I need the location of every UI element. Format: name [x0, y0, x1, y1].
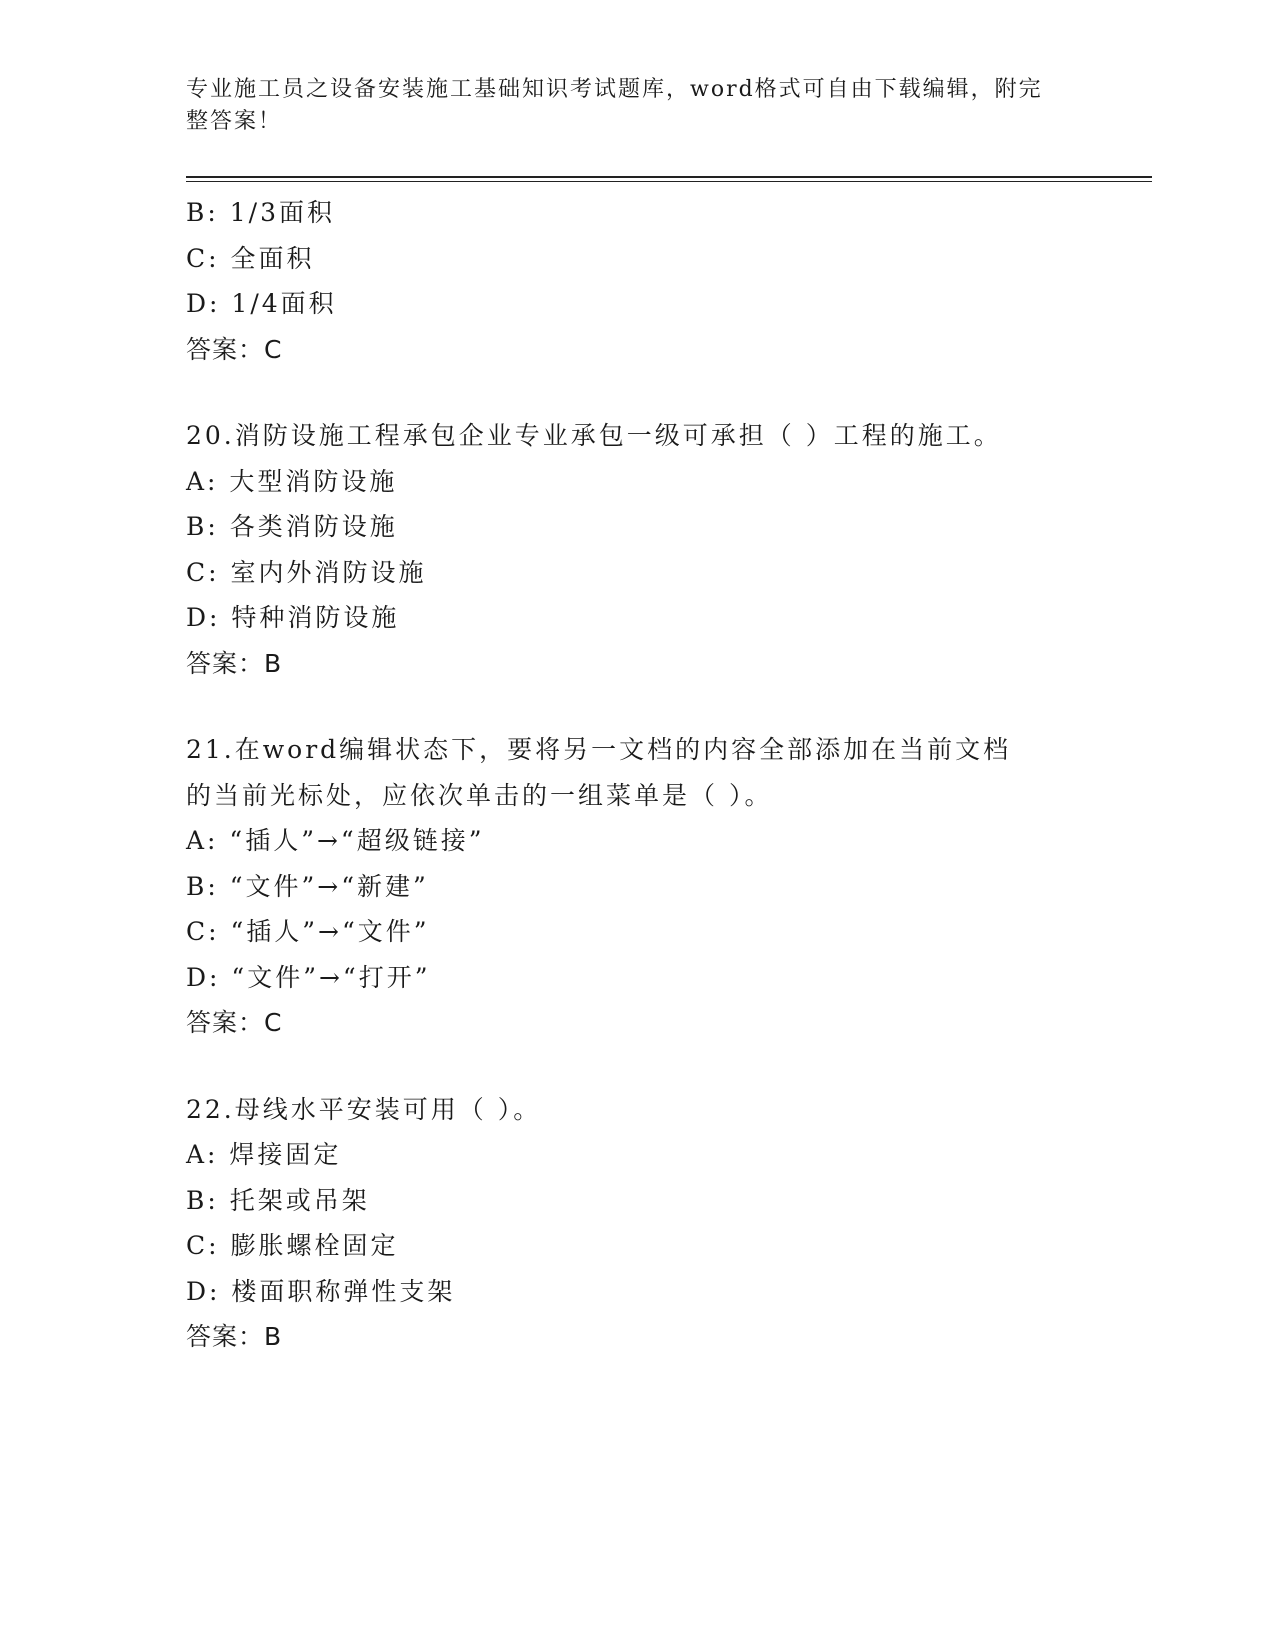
option-c: C: 室内外消防设施: [186, 557, 427, 587]
question-21: [186, 727, 1126, 1046]
question-continued: [186, 190, 1126, 372]
question-22: [186, 1087, 1126, 1360]
option-b: B: 各类消防设施: [186, 512, 398, 541]
option-c: C: “插人”→“文件”: [186, 917, 430, 946]
spacer: [186, 372, 1126, 413]
question-20: [186, 413, 1126, 686]
question-title: 22.母线水平安装可用（ ）。: [186, 1094, 542, 1124]
option-c: C: 全面积: [186, 243, 315, 273]
option-c: C: 膨胀螺栓固定: [186, 1231, 399, 1260]
answer: 答案：C: [186, 334, 283, 364]
option-b: B: “文件”→“新建”: [186, 871, 429, 901]
question-list: [186, 190, 1126, 1360]
option-d: D: 1/4面积: [186, 289, 337, 318]
option-d: D: “文件”→“打开”: [186, 962, 431, 992]
option-d: D: 特种消防设施: [186, 603, 400, 632]
option-d: D: 楼面职称弹性支架: [186, 1276, 456, 1306]
option-b: B: 1/3面积: [186, 198, 335, 227]
header-rule-thin: [186, 181, 1152, 182]
question-title: 21.在word编辑状态下，要将另一文档的内容全部添加在当前文档的当前光标处，应依次单击的一组菜单是（ ）。: [186, 735, 1012, 810]
answer: 答案：B: [186, 1322, 283, 1351]
option-b: B: 托架或吊架: [186, 1185, 370, 1215]
option-a: A: “插人”→“超级链接”: [186, 826, 485, 855]
option-a: A: 焊接固定: [186, 1140, 342, 1169]
answer: 答案：C: [186, 1008, 283, 1037]
page-header: 专业施工员之设备安装施工基础知识考试题库，word格式可自由下载编辑，附完整答案！: [186, 77, 1043, 134]
spacer: [186, 1046, 1126, 1087]
spacer: [186, 686, 1126, 727]
answer: 答案：B: [186, 648, 283, 678]
question-title: 20.消防设施工程承包企业专业承包一级可承担（ ）工程的施工。: [186, 421, 1002, 450]
header-rule: [186, 176, 1152, 178]
option-a: A: 大型消防设施: [186, 466, 398, 496]
